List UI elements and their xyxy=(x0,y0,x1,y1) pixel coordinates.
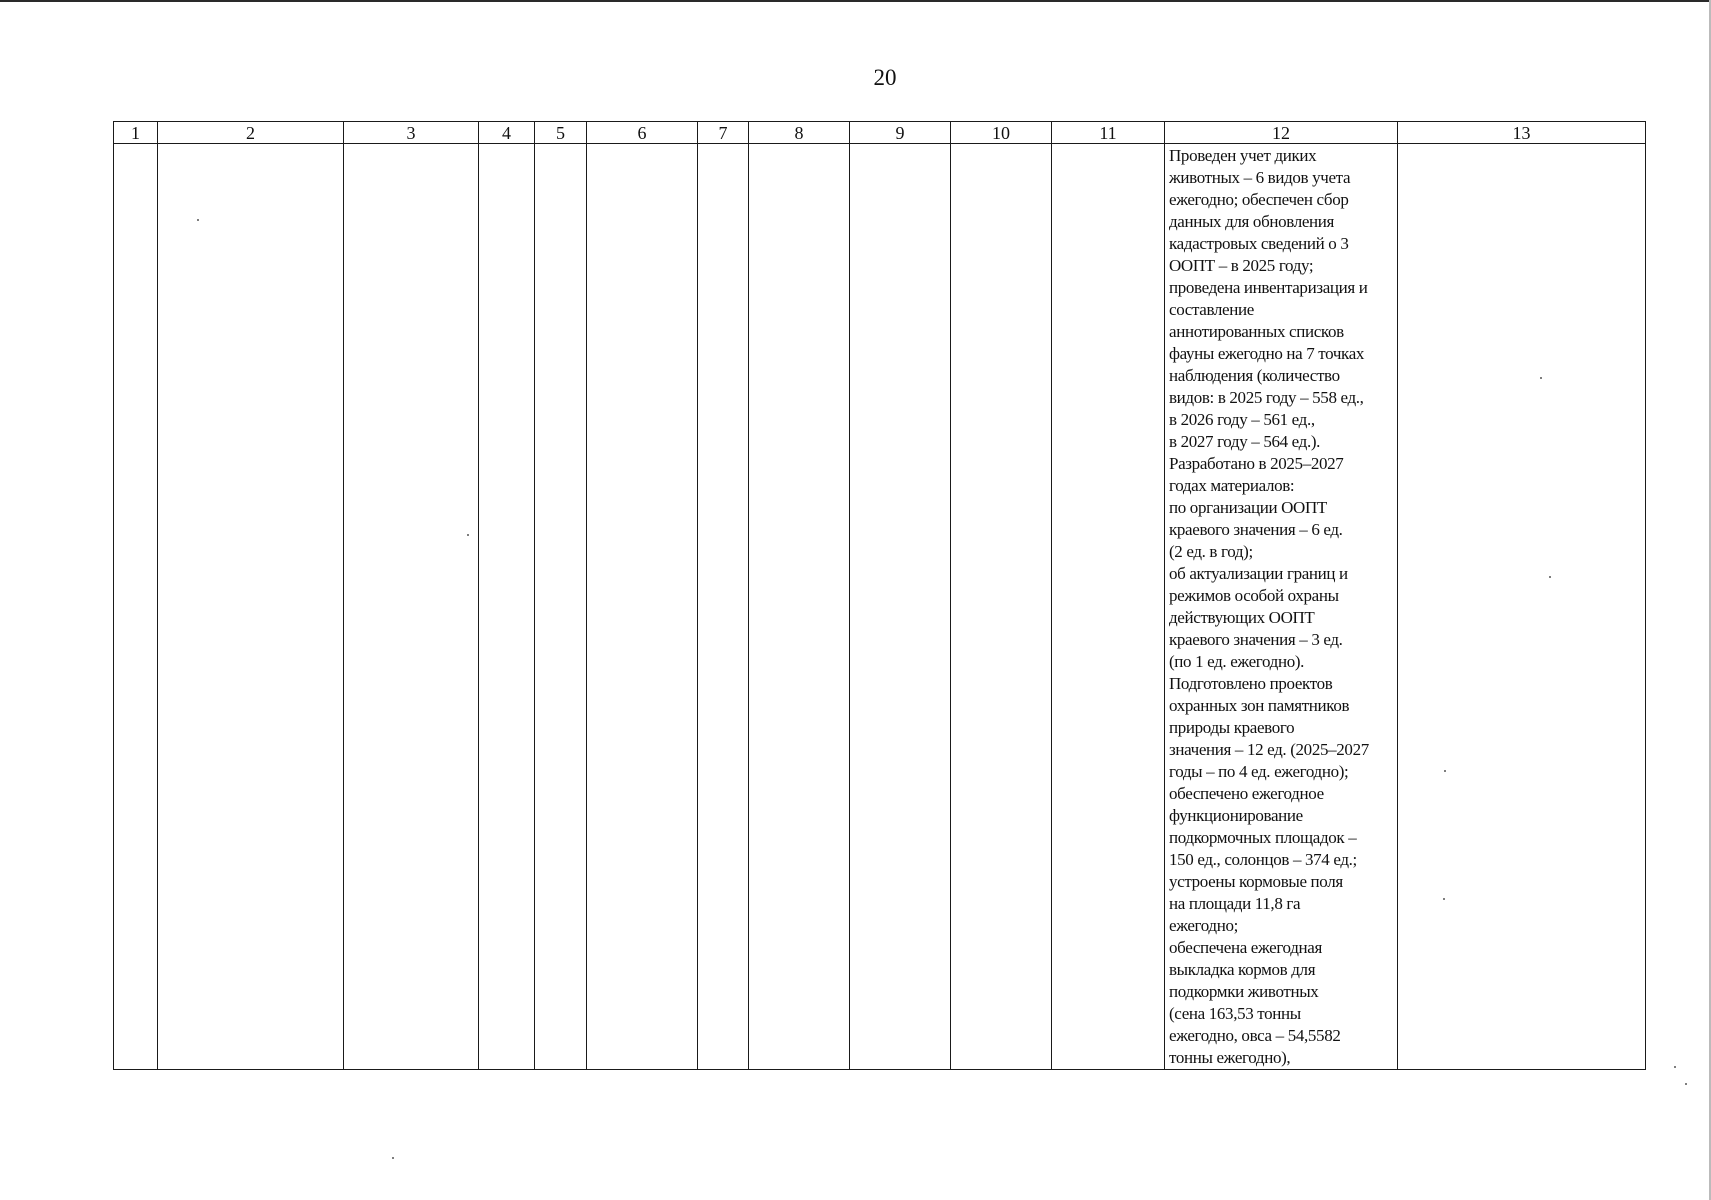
table-cell-col5 xyxy=(535,144,587,1070)
column-header: 3 xyxy=(344,122,479,144)
column-header: 11 xyxy=(1052,122,1165,144)
column-header: 6 xyxy=(587,122,698,144)
text-line: значения – 12 ед. (2025–2027 xyxy=(1169,740,1369,759)
table-cell-col4 xyxy=(479,144,535,1070)
text-line: ежегодно; xyxy=(1169,916,1238,935)
text-line: ежегодно; обеспечен сбор xyxy=(1169,190,1349,209)
text-line: составление xyxy=(1169,300,1254,319)
scan-speck xyxy=(1444,770,1446,772)
scan-speck xyxy=(197,219,199,221)
table-cell-col8 xyxy=(749,144,850,1070)
activity-results-text xyxy=(1165,144,1397,1069)
text-line: действующих ООПТ xyxy=(1169,608,1315,627)
scan-top-edge xyxy=(0,0,1711,2)
column-header: 10 xyxy=(951,122,1052,144)
text-line: по организации ООПТ xyxy=(1169,498,1327,517)
text-line: годы – по 4 ед. ежегодно); xyxy=(1169,762,1349,781)
text-line: тонны ежегодно), xyxy=(1169,1048,1291,1067)
text-line: (сена 163,53 тонны xyxy=(1169,1004,1301,1023)
scan-speck xyxy=(1674,1066,1676,1068)
table-row xyxy=(114,144,1646,1070)
column-header: 5 xyxy=(535,122,587,144)
scan-speck xyxy=(1540,377,1542,379)
text-line: подкормки животных xyxy=(1169,982,1319,1001)
table-cell-col11 xyxy=(1052,144,1165,1070)
text-line: 150 ед., солонцов – 374 ед.; xyxy=(1169,850,1357,869)
text-line: краевого значения – 6 ед. xyxy=(1169,520,1343,539)
scan-speck xyxy=(1685,1083,1687,1085)
text-line: ООПТ – в 2025 году; xyxy=(1169,256,1314,275)
table-cell-col2 xyxy=(158,144,344,1070)
text-line: устроены кормовые поля xyxy=(1169,872,1343,891)
column-header: 4 xyxy=(479,122,535,144)
text-line: видов: в 2025 году – 558 ед., xyxy=(1169,388,1364,407)
text-line: подкормочных площадок – xyxy=(1169,828,1357,847)
scan-speck xyxy=(1549,576,1551,578)
scan-speck xyxy=(467,534,469,536)
text-line: в 2027 году – 564 ед.). xyxy=(1169,432,1321,451)
table-cell-col9 xyxy=(850,144,951,1070)
column-header: 2 xyxy=(158,122,344,144)
text-line: данных для обновления xyxy=(1169,212,1335,231)
text-line: охранных зон памятников xyxy=(1169,696,1350,715)
text-line: Разработано в 2025–2027 xyxy=(1169,454,1344,473)
table-cell-col13 xyxy=(1398,144,1646,1070)
table-cell-col3 xyxy=(344,144,479,1070)
text-line: Подготовлено проектов xyxy=(1169,674,1333,693)
text-line: проведена инвентаризация и xyxy=(1169,278,1368,297)
text-line: годах материалов: xyxy=(1169,476,1295,495)
text-line: животных – 6 видов учета xyxy=(1169,168,1351,187)
column-header: 13 xyxy=(1398,122,1646,144)
column-header: 12 xyxy=(1165,122,1398,144)
text-line: обеспечена ежегодная xyxy=(1169,938,1322,957)
document-table xyxy=(113,121,1646,1070)
page-number: 20 xyxy=(873,65,897,90)
scan-speck xyxy=(392,1157,394,1159)
table-cell-col6 xyxy=(587,144,698,1070)
text-line: обеспечено ежегодное xyxy=(1169,784,1324,803)
text-line: кадастровых сведений о 3 xyxy=(1169,234,1349,253)
column-header: 7 xyxy=(698,122,749,144)
text-line: на площади 11,8 га xyxy=(1169,894,1301,913)
text-line: функционирование xyxy=(1169,806,1303,825)
text-line: фауны ежегодно на 7 точках xyxy=(1169,344,1365,363)
text-line: (по 1 ед. ежегодно). xyxy=(1169,652,1305,671)
text-line: краевого значения – 3 ед. xyxy=(1169,630,1343,649)
text-line: выкладка кормов для xyxy=(1169,960,1316,979)
text-line: об актуализации границ и xyxy=(1169,564,1348,583)
table-cell-col7 xyxy=(698,144,749,1070)
text-line: природы краевого xyxy=(1169,718,1295,737)
text-line: Проведен учет диких xyxy=(1169,146,1317,165)
table-cell-col1 xyxy=(114,144,158,1070)
scan-speck xyxy=(1443,898,1445,900)
text-line: в 2026 году – 561 ед., xyxy=(1169,410,1315,429)
table-cell-col12 xyxy=(1165,144,1398,1070)
text-line: режимов особой охраны xyxy=(1169,586,1339,605)
text-line: (2 ед. в год); xyxy=(1169,542,1253,561)
column-header: 1 xyxy=(114,122,158,144)
table-cell-col10 xyxy=(951,144,1052,1070)
column-header: 9 xyxy=(850,122,951,144)
text-line: ежегодно, овса – 54,5582 xyxy=(1169,1026,1341,1045)
text-line: аннотированных списков xyxy=(1169,322,1344,341)
text-line: наблюдения (количество xyxy=(1169,366,1340,385)
column-header: 8 xyxy=(749,122,850,144)
table-header-row xyxy=(114,122,1646,144)
